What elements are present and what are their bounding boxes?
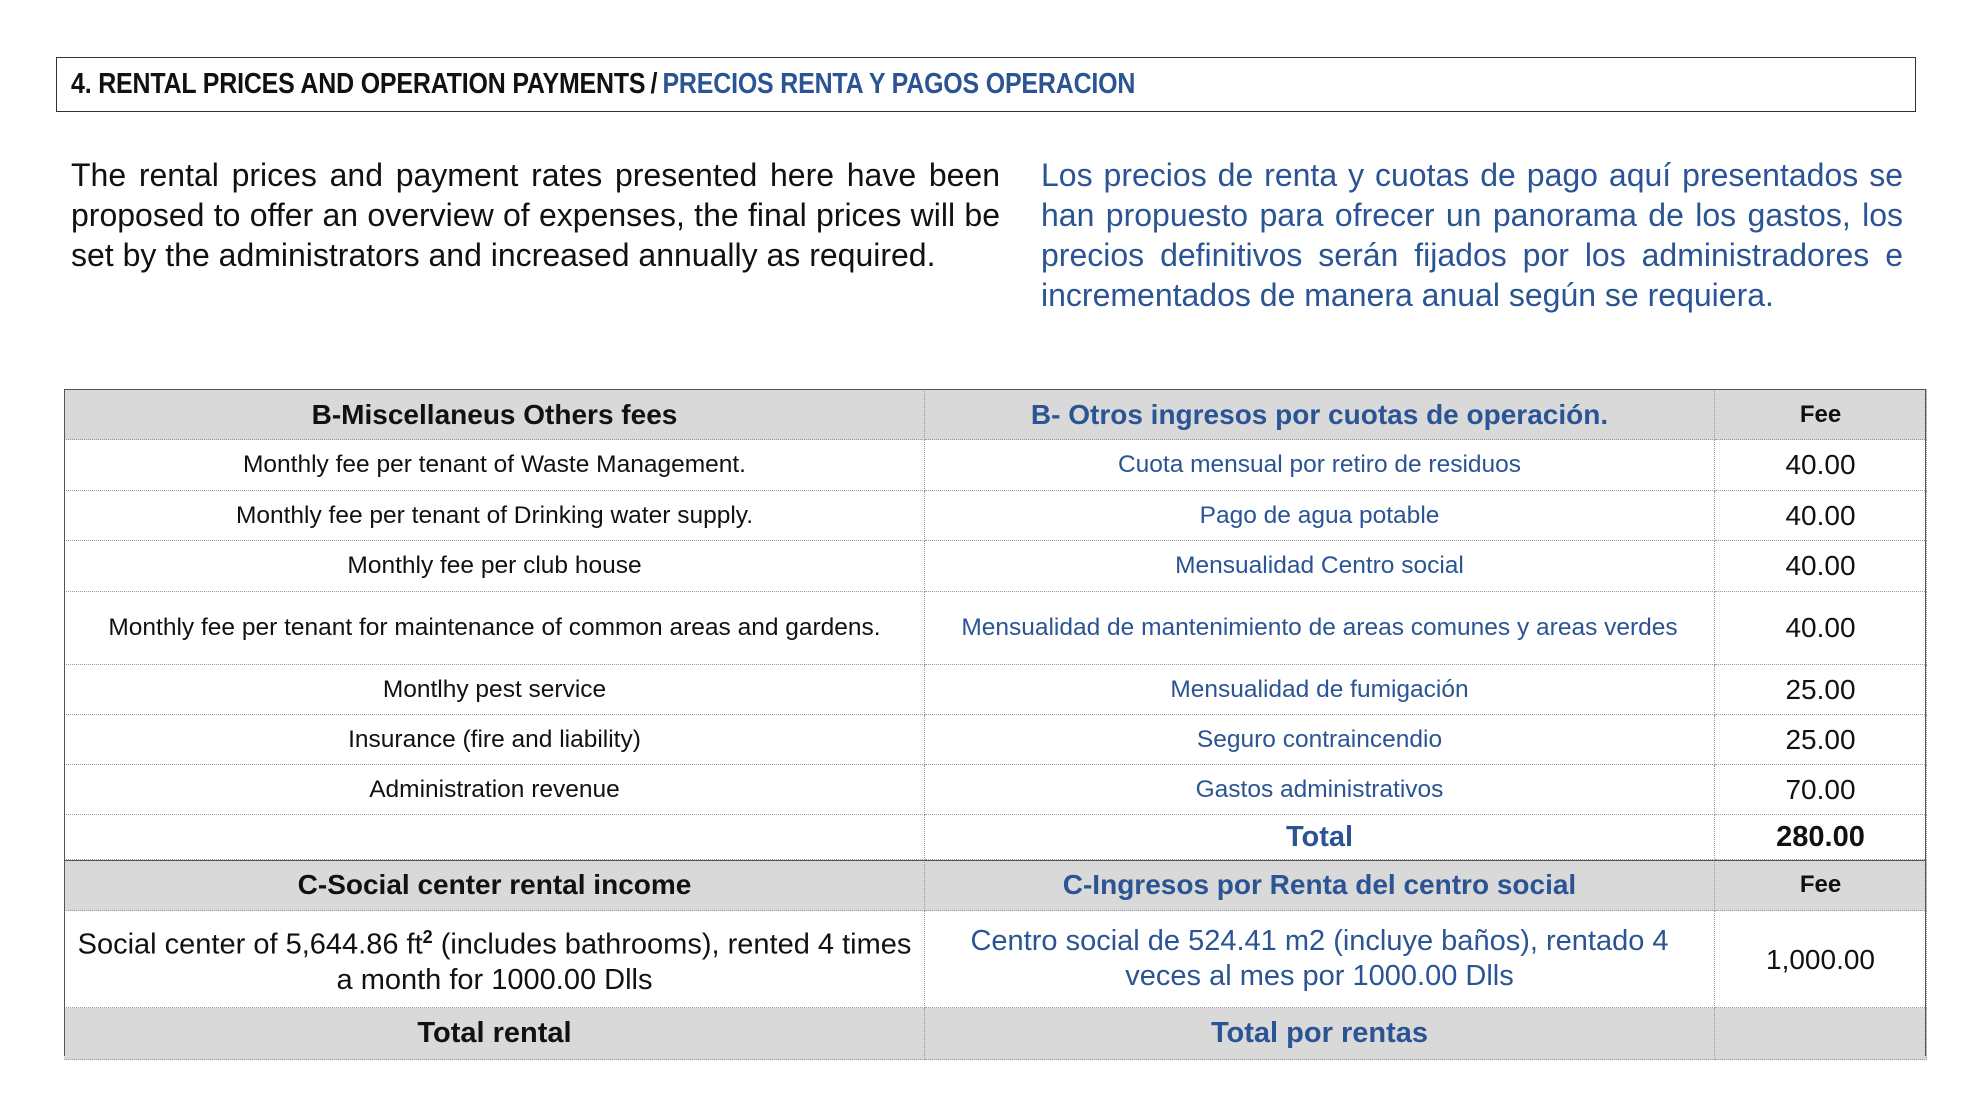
table-row: [65, 491, 1927, 541]
misc-fees-header-es: B- Otros ingresos por cuotas de operación.: [925, 390, 1715, 440]
fee-description-es: Gastos administrativos: [925, 765, 1715, 815]
fee-description-es: Mensualidad de fumigación: [925, 665, 1715, 715]
fee-amount: 40.00: [1715, 491, 1927, 541]
table-row: [65, 715, 1927, 765]
misc-fees-total-blank: [65, 815, 925, 860]
fee-amount: 70.00: [1715, 765, 1927, 815]
social-center-row: [65, 911, 1927, 1008]
fee-description-en: Montlhy pest service: [65, 665, 925, 715]
social-center-header-fee: Fee: [1715, 860, 1927, 911]
table-row: [65, 592, 1927, 665]
misc-fees-total-row: [65, 815, 1927, 860]
social-center-description-en: [65, 911, 925, 1008]
fees-table: [64, 389, 1927, 1060]
fee-description-en: Insurance (fire and liability): [65, 715, 925, 765]
fee-description-es: Mensualidad de mantenimiento de areas comunes y areas verdes: [925, 592, 1715, 665]
squared-superscript: 2: [422, 927, 433, 948]
table-row: [65, 440, 1927, 491]
grand-total-fee: [1715, 1008, 1927, 1060]
social-center-header-en: C-Social center rental income: [65, 860, 925, 911]
section-title-en: 4. RENTAL PRICES AND OPERATION PAYMENTS: [71, 68, 646, 100]
fee-description-en: Administration revenue: [65, 765, 925, 815]
grand-total-label-es: Total por rentas: [925, 1008, 1715, 1060]
social-center-header-row: [65, 860, 1927, 911]
social-center-description-es: Centro social de 524.41 m2 (incluye baños), rentado 4 veces al mes por 1000.00 Dlls: [925, 911, 1715, 1008]
section-title-es: PRECIOS RENTA Y PAGOS OPERACION: [662, 68, 1136, 100]
fee-description-es: Mensualidad Centro social: [925, 541, 1715, 592]
fee-description-en: Monthly fee per tenant for maintenance of common areas and gardens.: [65, 592, 925, 665]
fee-amount: 25.00: [1715, 665, 1927, 715]
fee-amount: 25.00: [1715, 715, 1927, 765]
fee-description-en: Monthly fee per tenant of Drinking water supply.: [65, 491, 925, 541]
fee-description-es: Pago de agua potable: [925, 491, 1715, 541]
fee-description-en: Monthly fee per club house: [65, 541, 925, 592]
fee-description-es: Seguro contraincendio: [925, 715, 1715, 765]
intro-paragraph-en: The rental prices and payment rates presented here have been proposed to offer an overview of expenses, the final prices will be set by the administrators and increased annually as required.: [71, 157, 1000, 273]
fee-amount: 40.00: [1715, 541, 1927, 592]
fee-description-en: Monthly fee per tenant of Waste Management.: [65, 440, 925, 491]
fee-amount: 40.00: [1715, 440, 1927, 491]
misc-fees-header-fee: Fee: [1715, 390, 1927, 440]
section-title: [56, 57, 1916, 112]
grand-total-row: [65, 1008, 1927, 1060]
misc-fees-header-row: [65, 390, 1927, 440]
social-center-fee: 1,000.00: [1715, 911, 1927, 1008]
fee-amount: 40.00: [1715, 592, 1927, 665]
misc-fees-header-en: B-Miscellaneus Others fees: [65, 390, 925, 440]
social-center-header-es: C-Ingresos por Renta del centro social: [925, 860, 1715, 911]
grand-total-label-en: Total rental: [65, 1008, 925, 1060]
intro-paragraph-es: Los precios de renta y cuotas de pago aquí presentados se han propuesto para ofrecer un panorama de los gastos, los precios definitivos serán fijados por los administradores e incrementados de manera anual según se requiera.: [1041, 157, 1903, 313]
misc-fees-total-value: 280.00: [1715, 815, 1927, 860]
table-row: [65, 541, 1927, 592]
section-title-separator: /: [650, 68, 658, 100]
misc-fees-total-label: Total: [925, 815, 1715, 860]
fee-description-es: Cuota mensual por retiro de residuos: [925, 440, 1715, 491]
table-row: [65, 765, 1927, 815]
table-row: [65, 665, 1927, 715]
social-center-text-pre: Social center of 5,644.86 ft: [77, 928, 423, 961]
social-center-text-post: (includes bathrooms), rented 4 times a month for 1000.00 Dlls: [336, 928, 912, 996]
section-divider: [64, 860, 1926, 861]
